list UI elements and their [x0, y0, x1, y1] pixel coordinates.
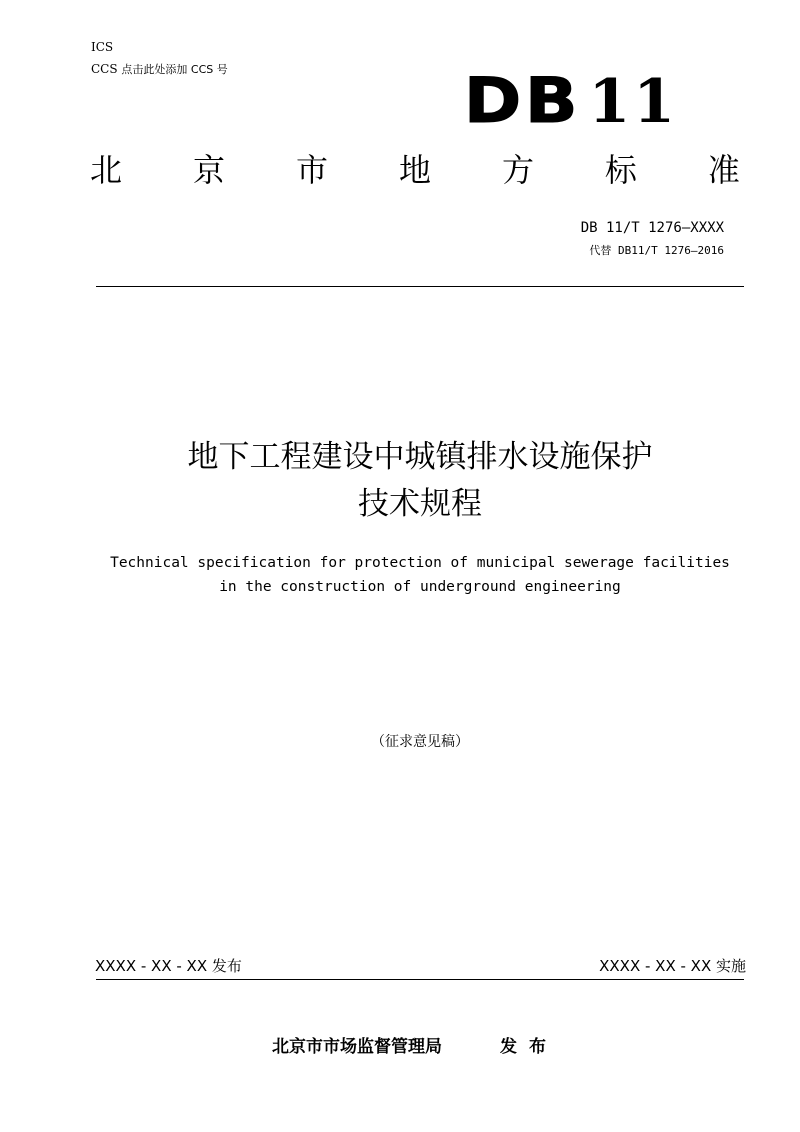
replaces-standard: 代替 DB11/T 1276—2016 — [589, 244, 724, 257]
logo-letters: DB — [463, 64, 581, 137]
ccs-number-placeholder[interactable]: 点击此处添加 CCS 号 — [121, 63, 228, 76]
org-title-char: 市 — [295, 151, 328, 189]
org-title — [90, 150, 740, 190]
org-title-char: 方 — [501, 151, 534, 189]
title-zh-line1: 地下工程建设中城镇排水设施保护 — [187, 439, 653, 475]
issuer-verb: 发布 — [500, 1037, 558, 1057]
title-en-line1: Technical specification for protection of municipal sewerage facilities — [110, 555, 730, 571]
ccs-prefix: CCS — [91, 62, 118, 76]
org-title-char: 准 — [707, 151, 740, 189]
ics-text: ICS — [91, 40, 114, 54]
issue-date: XXXX - XX - XX 发布 — [95, 957, 242, 975]
ccs-label — [91, 62, 228, 77]
org-title-char: 标 — [604, 151, 637, 189]
db11-logo — [463, 64, 678, 137]
ics-label — [91, 40, 113, 54]
footer-divider — [96, 979, 744, 980]
title-en-line2: in the construction of underground engineering — [219, 579, 621, 595]
org-title-char: 地 — [398, 151, 431, 189]
org-title-char: 京 — [192, 151, 225, 189]
org-title-char: 北 — [90, 151, 123, 189]
effective-date: XXXX - XX - XX 实施 — [599, 957, 746, 975]
issuer-name: 北京市市场监督管理局 — [272, 1037, 442, 1057]
standard-number: DB 11/T 1276—XXXX — [580, 220, 724, 236]
header-divider — [96, 286, 744, 287]
title-zh-line2: 技术规程 — [358, 486, 482, 522]
logo-number: 11 — [588, 67, 678, 137]
draft-status: （征求意见稿） — [371, 734, 469, 750]
